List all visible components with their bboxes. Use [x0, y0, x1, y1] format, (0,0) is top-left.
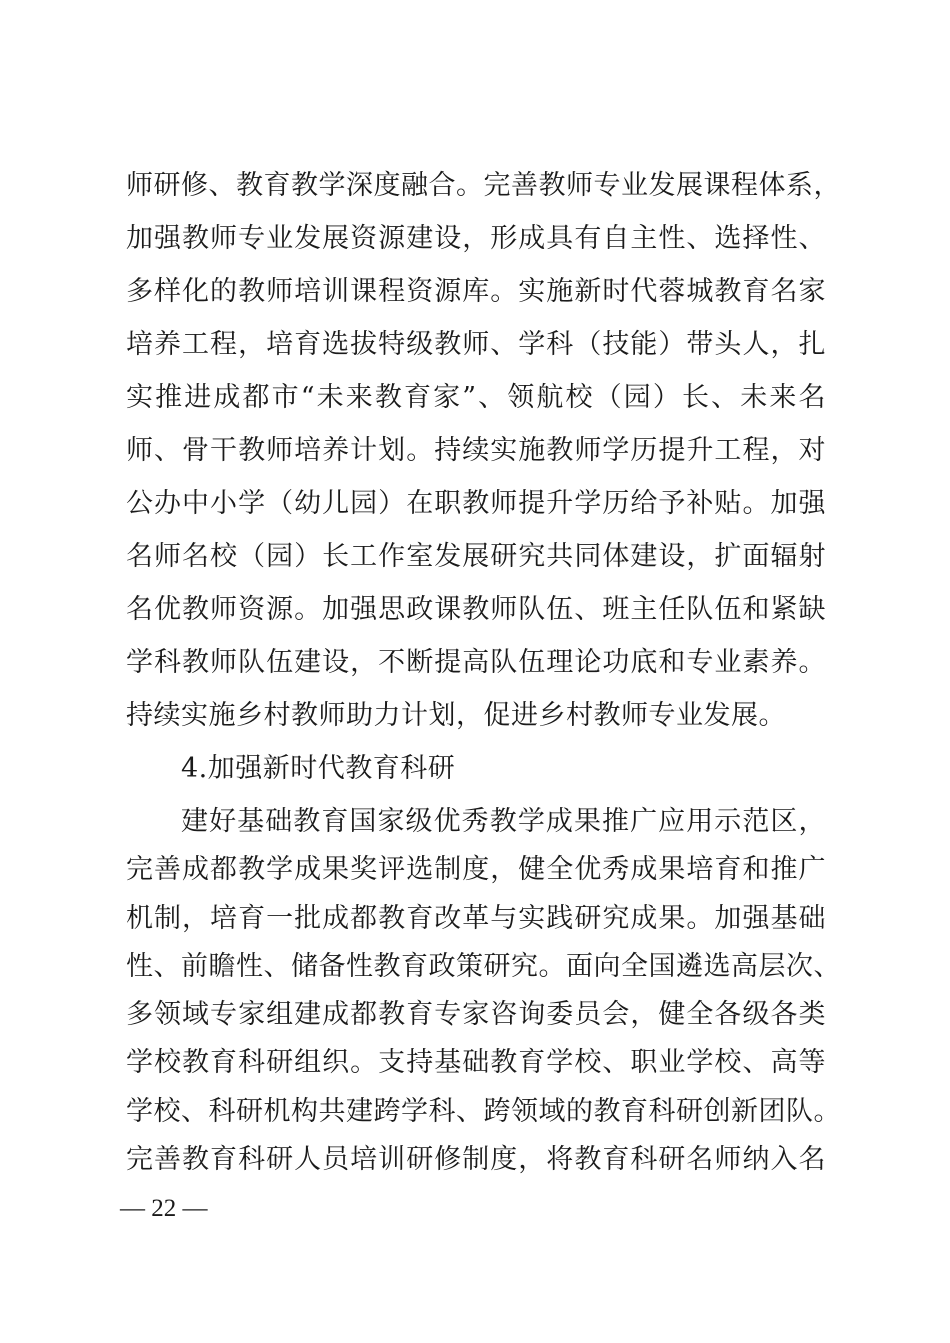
page-number: — 22 — [120, 1195, 208, 1222]
paragraph-line: 持续实施乡村教师助力计划，促进乡村教师专业发展。 [126, 700, 786, 731]
paragraph-line: 学校、科研机构共建跨学科、跨领域的教育科研创新团队。 [126, 1096, 841, 1127]
paragraph-line: 机制，培育一批成都教育改革与实践研究成果。加强基础 [126, 903, 826, 934]
paragraph-line: 师研修、教育教学深度融合。完善教师专业发展课程体系， [126, 170, 841, 201]
paragraph-line: 师、骨干教师培养计划。持续实施教师学历提升工程，对 [126, 435, 826, 466]
paragraph-line: 实推进成都市“未来教育家”、领航校（园）长、未来名 [126, 382, 826, 413]
paragraph-line: 学校教育科研组织。支持基础教育学校、职业学校、高等 [126, 1047, 826, 1078]
paragraph-line: 培养工程，培育选拔特级教师、学科（技能）带头人，扎 [126, 329, 826, 360]
paragraph-line: 加强教师专业发展资源建设，形成具有自主性、选择性、 [126, 223, 826, 254]
paragraph-line: 多样化的教师培训课程资源库。实施新时代蓉城教育名家 [126, 276, 826, 307]
paragraph-line: 学科教师队伍建设，不断提高队伍理论功底和专业素养。 [126, 647, 826, 678]
paragraph-line: 名优教师资源。加强思政课教师队伍、班主任队伍和紧缺 [126, 594, 826, 625]
paragraph-line: 多领域专家组建成都教育专家咨询委员会，健全各级各类 [126, 999, 826, 1030]
paragraph-line: 公办中小学（幼儿园）在职教师提升学历给予补贴。加强 [126, 488, 826, 519]
section-heading: 4.加强新时代教育科研 [181, 753, 456, 784]
paragraph-line: 名师名校（园）长工作室发展研究共同体建设，扩面辐射 [126, 541, 826, 572]
paragraph-line: 性、前瞻性、储备性教育政策研究。面向全国遴选高层次、 [126, 951, 841, 982]
paragraph-line-final: 完善教育科研人员培训研修制度，将教育科研名师纳入名 [126, 1144, 826, 1175]
paragraph-line: 建好基础教育国家级优秀教学成果推广应用示范区， [181, 806, 826, 837]
paragraph-line: 完善成都教学成果奖评选制度，健全优秀成果培育和推广 [126, 854, 826, 885]
